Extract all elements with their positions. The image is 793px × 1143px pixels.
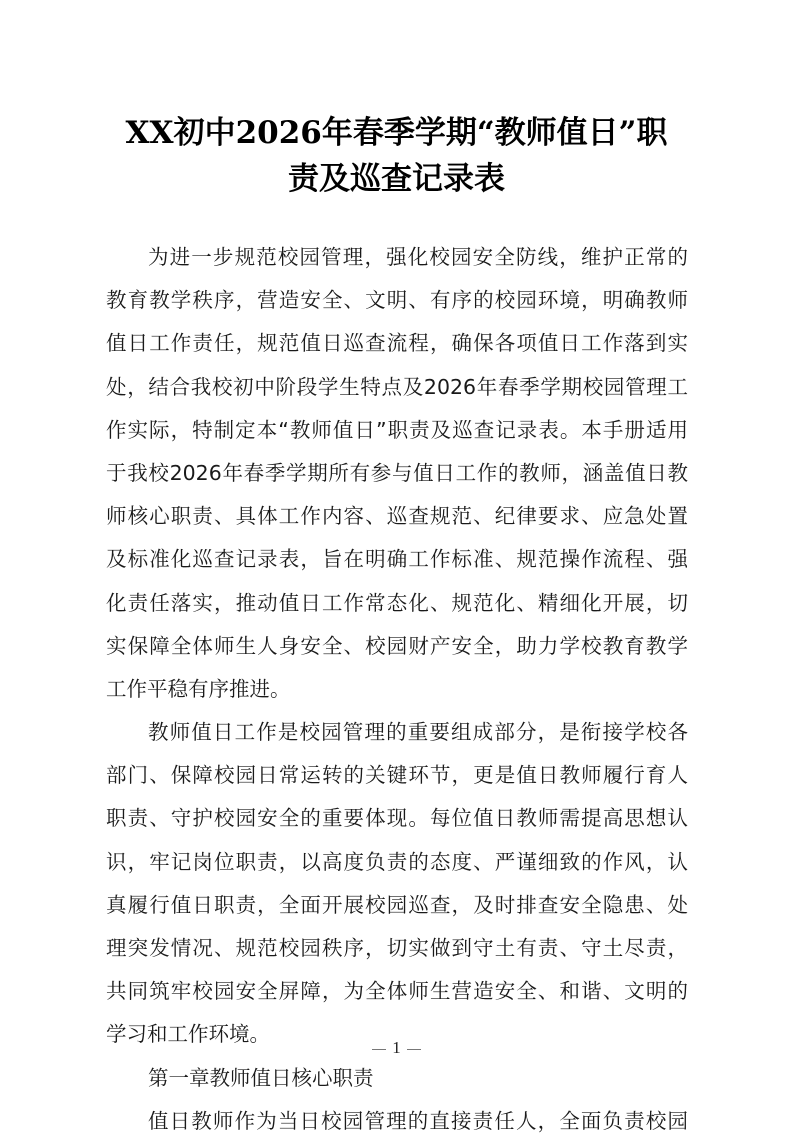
text-line: 化责任落实，推动值日工作常态化、规范化、精细化开展，切 — [106, 590, 688, 615]
text-line: 教育教学秩序，营造安全、文明、有序的校园环境，明确教师 — [106, 288, 688, 313]
text-line: 及标准化巡查记录表，旨在明确工作标准、规范操作流程、强 — [106, 547, 688, 572]
page-number: 1 — [392, 1038, 401, 1057]
text-line: 识，牢记岗位职责，以高度负责的态度、严谨细致的作风，认 — [106, 849, 688, 874]
chapter-heading — [106, 1057, 688, 1100]
text-line: 为进一步规范校园管理，强化校园安全防线，维护正常的 — [148, 245, 688, 269]
chapter-title: 第一章教师值日核心职责 — [148, 1065, 374, 1090]
paragraph-chapter-intro — [106, 1100, 688, 1143]
paragraph-introduction — [106, 236, 688, 711]
text-line: 实保障全体师生人身安全、校园财产安全，助力学校教育教学 — [106, 633, 688, 658]
document-title — [100, 110, 693, 202]
text-line: 理突发情况、规范校园秩序，切实做到守土有责、守土尽责， — [106, 936, 688, 960]
text-line: 工作平稳有序推进。 — [106, 676, 291, 701]
text-line: 师核心职责、具体工作内容、巡查规范、纪律要求、应急处置 — [106, 504, 688, 529]
paragraph-importance — [106, 711, 688, 1057]
text-line: 部门、保障校园日常运转的关键环节，更是值日教师履行育人 — [106, 763, 688, 788]
text-line: 处，结合我校初中阶段学生特点及2026年春季学期校园管理工 — [106, 374, 688, 399]
text-line: 于我校2026年春季学期所有参与值日工作的教师，涵盖值日教 — [106, 460, 688, 485]
page-footer — [0, 1038, 793, 1058]
document-body — [106, 236, 688, 1143]
text-line: 职责、守护校园安全的重要体现。每位值日教师需提高思想认 — [106, 806, 688, 831]
text-line: 学习和工作环境。 — [106, 1022, 270, 1047]
dash-right — [407, 1049, 421, 1050]
text-line: 教师值日工作是校园管理的重要组成部分，是衔接学校各 — [148, 720, 688, 745]
text-line: 值日工作责任，规范值日巡查流程，确保各项值日工作落到实 — [106, 331, 688, 356]
text-line: 真履行值日职责，全面开展校园巡查，及时排查安全隐患、处 — [106, 892, 688, 917]
text-line: 作实际，特制定本“教师值日”职责及巡查记录表。本手册适用 — [106, 417, 688, 442]
text-line: 共同筑牢校园安全屏障，为全体师生营造安全、和谐、文明的 — [106, 979, 688, 1004]
title-line-1: XX初中2026年春季学期“教师值日”职 — [125, 115, 668, 151]
text-line: 值日教师作为当日校园管理的直接责任人，全面负责校园 — [148, 1108, 688, 1133]
dash-left — [372, 1049, 386, 1050]
title-line-2: 责及巡查记录表 — [288, 161, 505, 197]
